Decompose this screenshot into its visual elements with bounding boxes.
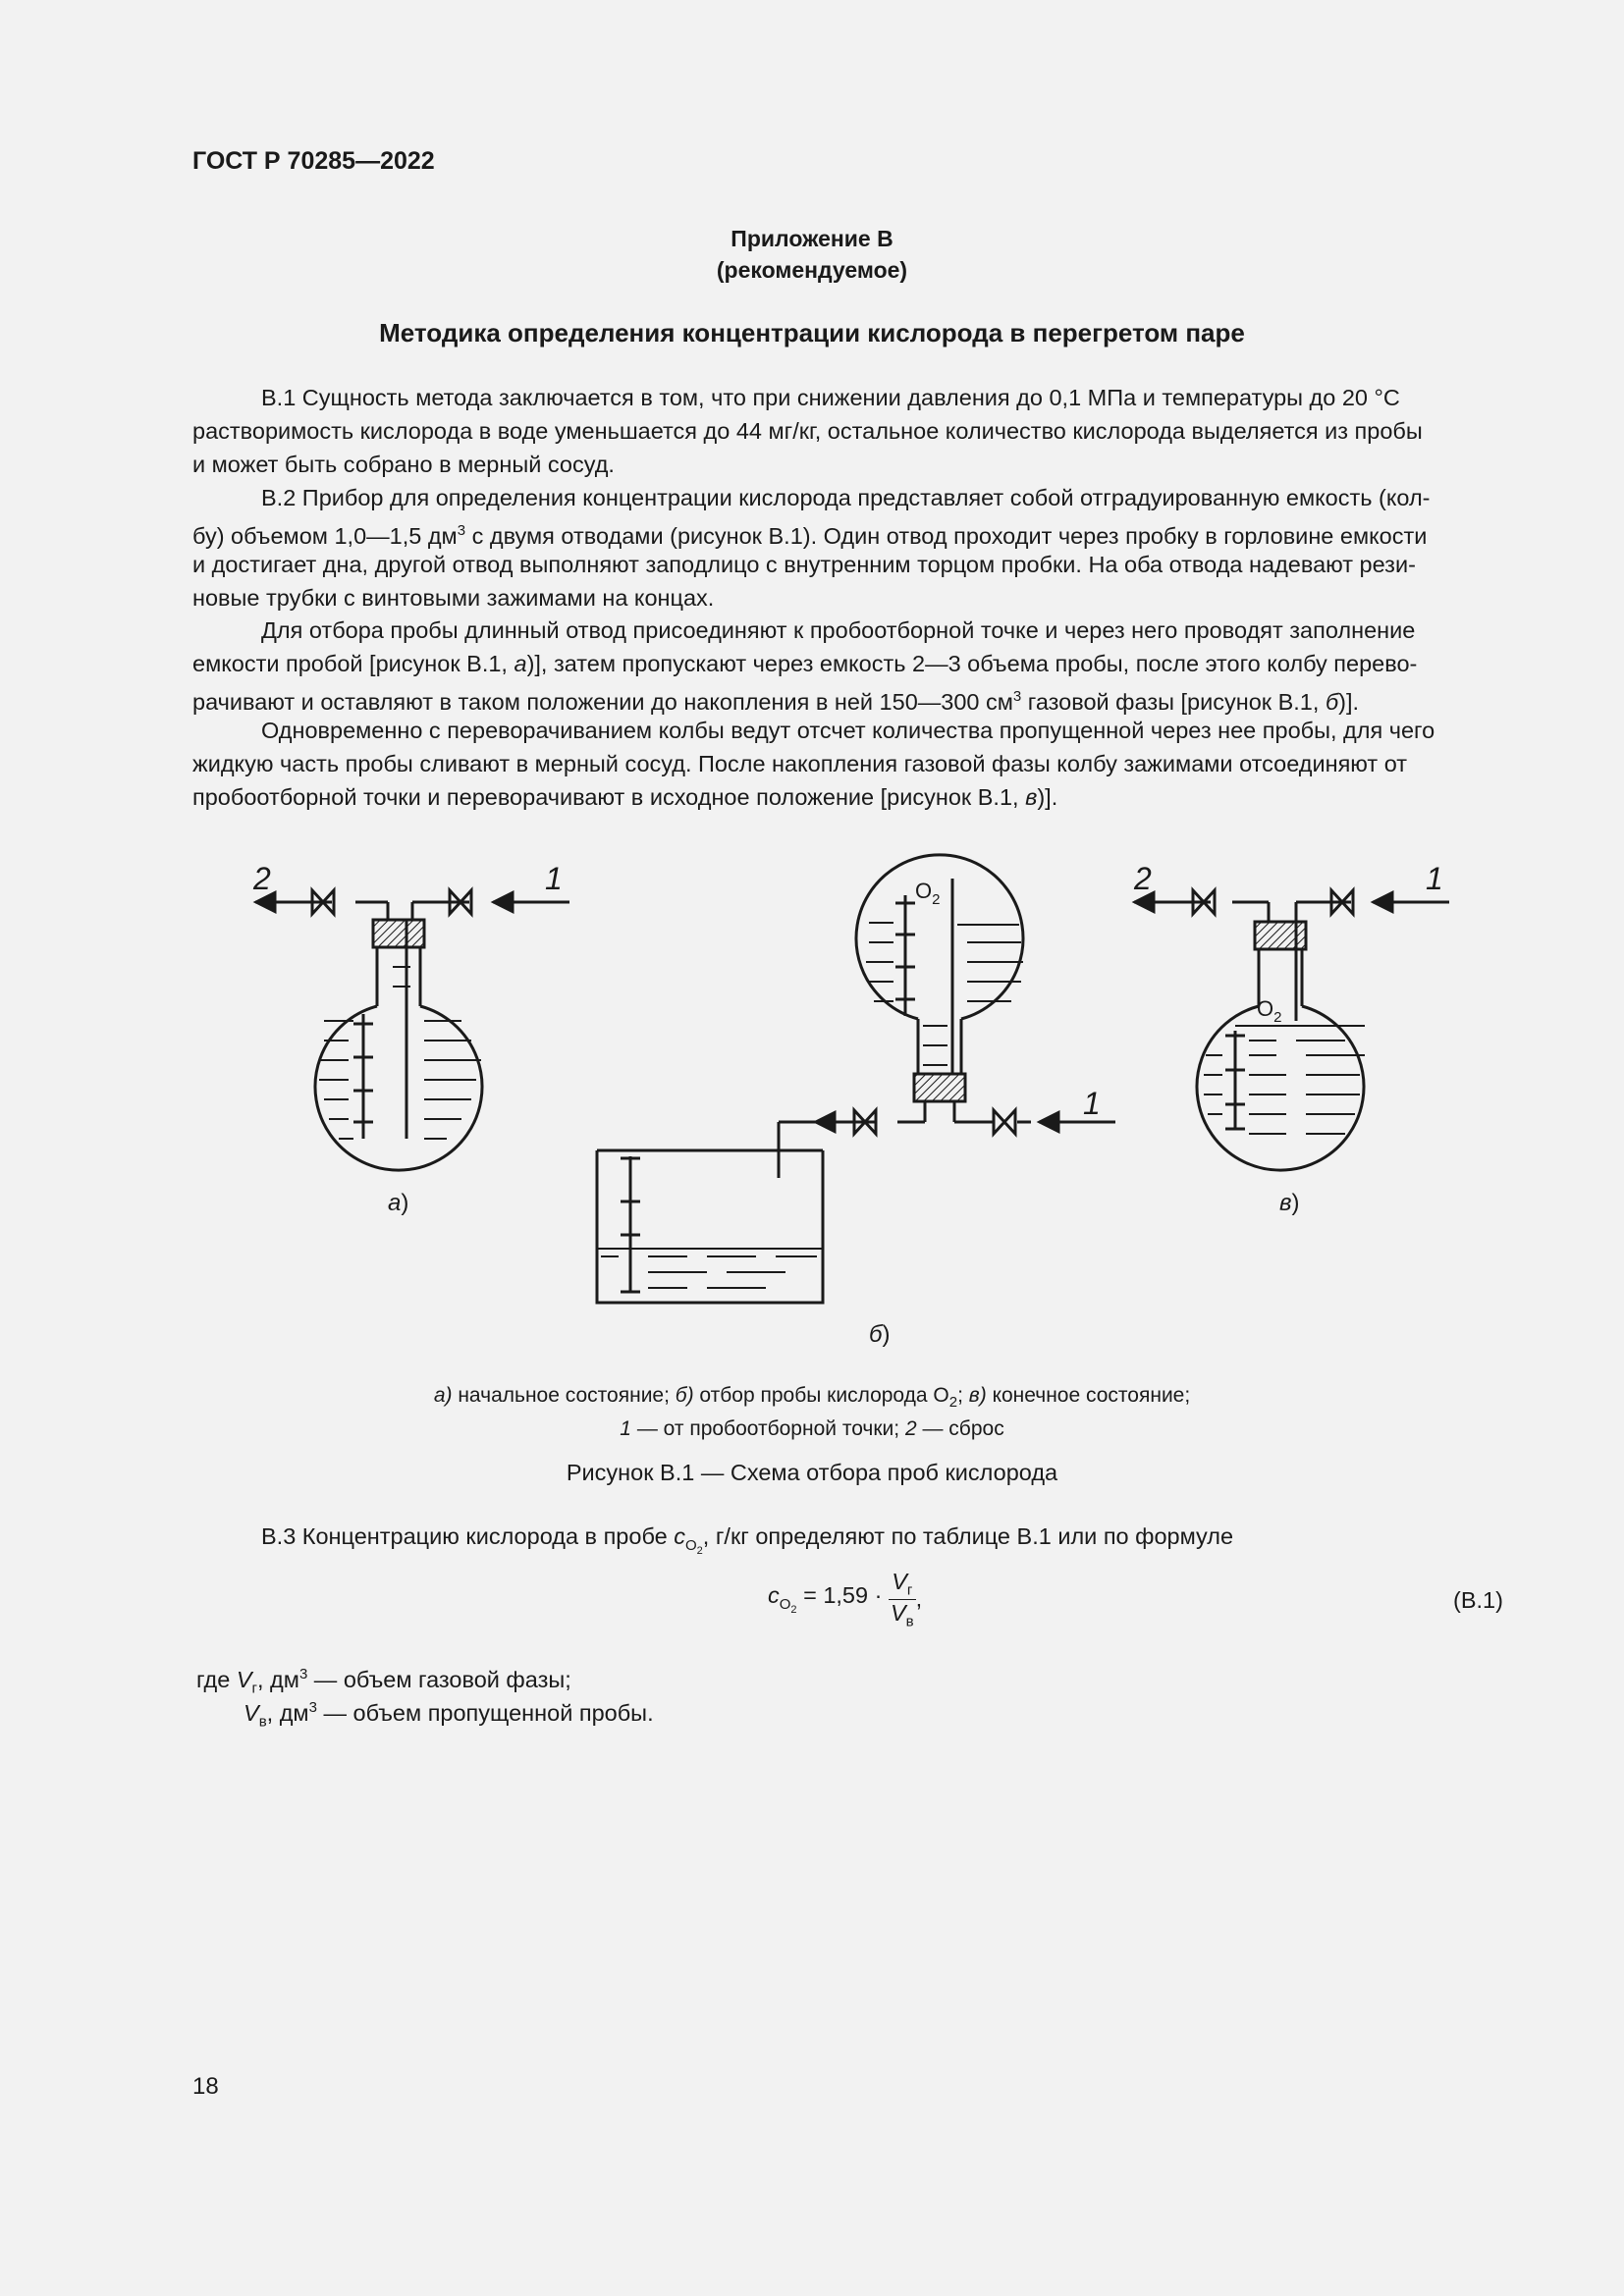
p4-line2: жидкую часть пробы сливают в мерный сосуд. После накопления газовой фазы колбу зажимами отсоединяют от: [192, 751, 1408, 776]
p4-line3-b: )].: [1037, 784, 1058, 810]
legend-b-marker: б): [675, 1384, 694, 1407]
formula-den-sub: в: [905, 1613, 914, 1630]
p3-line2-b: )], затем пропускают через емкость 2—3 объема пробы, после этого колбу перево-: [526, 651, 1418, 676]
p4-line3-it: в: [1025, 784, 1038, 810]
label-1-a: 1: [545, 861, 563, 896]
label-2-c: 2: [1134, 861, 1152, 896]
p4-line1: Одновременно с переворачиванием колбы ведут отсчет количества пропущенной через нее пробы, для чего: [261, 718, 1435, 743]
sublabel-v: в): [1279, 1190, 1300, 1216]
measuring-vessel: [597, 1150, 823, 1303]
legend-a-marker: а): [433, 1384, 453, 1407]
sublabel-a: а): [388, 1190, 409, 1216]
p3-line3-sup: 3: [1012, 688, 1022, 705]
label-1-c: 1: [1426, 861, 1443, 896]
b1-line3: и может быть собрано в мерный сосуд.: [192, 452, 615, 477]
formula-comma: ,: [915, 1585, 923, 1612]
b2-line2-b: с двумя отводами (рисунок В.1). Один отвод проходит через пробку в горловине емкости: [465, 522, 1428, 549]
formula-num: V: [892, 1569, 907, 1594]
legend-b-end: ;: [957, 1384, 969, 1407]
appendix-status: (рекомендуемое): [716, 257, 908, 283]
where-v2-desc: объем пропущенной пробы.: [352, 1699, 654, 1726]
document-header: ГОСТ Р 70285—2022: [192, 147, 435, 175]
flask-c: [1134, 890, 1449, 1170]
where-unit: , дм: [257, 1666, 299, 1692]
p3-line2-it: а: [514, 651, 527, 676]
flask-a: [255, 890, 569, 1170]
where-unit-2: , дм: [266, 1699, 309, 1726]
formula-num-sub: г: [906, 1581, 913, 1599]
p3-line1: Для отбора пробы длинный отвод присоединяют к пробоотборной точке и через него проводят заполнение: [261, 617, 1416, 643]
b2-line3: и достигает дна, другой отвод выполняют заподлицо с внутренним торцом пробки. На оба отвода надевают рези-: [192, 552, 1416, 577]
b3-text-b: , г/кг определяют по таблице В.1 или по формуле: [702, 1523, 1234, 1549]
where-dash-2: —: [316, 1699, 353, 1726]
b3-text-a: В.3 Концентрацию кислорода в пробе: [261, 1523, 675, 1549]
b1-line1: В.1 Сущность метода заключается в том, что при снижении давления до 0,1 МПа и температуры до 20 °С: [261, 385, 1400, 410]
legend-1-text: — от пробоотборной точки;: [630, 1417, 905, 1440]
p4-line3-a: пробоотборной точки и переворачивают в исходное положение [рисунок В.1,: [192, 784, 1026, 810]
page-number: 18: [192, 2073, 219, 2100]
legend-1-marker: 1: [620, 1417, 631, 1440]
p3-line2-a: емкости пробой [рисунок В.1,: [192, 651, 514, 676]
p3-line3-it: б: [1325, 688, 1339, 715]
figure-title: Рисунок В.1 — Схема отбора проб кислорода: [566, 1460, 1058, 1485]
where-v2-sub: в: [258, 1713, 267, 1731]
flask-b: [779, 855, 1115, 1178]
where-v1-sub: г: [251, 1680, 257, 1697]
figure-legend-line1: [0, 1384, 1624, 1411]
b3-text: [192, 1520, 1508, 1568]
o2-label-b: $O_2$: [915, 879, 941, 908]
legend-v-text: конечное состояние;: [986, 1384, 1191, 1407]
where-unit-sup-2: 3: [308, 1699, 317, 1716]
formula-den: V: [890, 1599, 906, 1626]
formula-fraction: [889, 1569, 916, 1629]
formula-number: (В.1): [1453, 1587, 1503, 1613]
o2-label-c: $O_2$: [1257, 996, 1282, 1026]
p3-line3-a: рачивают и оставляют в таком положении до накопления в ней 150—300 см: [192, 688, 1013, 715]
b3-symbol: c: [674, 1523, 685, 1549]
legend-b-text: отбор пробы кислорода O: [693, 1384, 949, 1407]
appendix-name: Приложение В: [731, 226, 893, 251]
b1-line2: растворимость кислорода в воде уменьшается до 44 мг/кг, остальное количество кислорода выделяется из пробы: [192, 418, 1423, 444]
where-line2: [244, 1699, 654, 1731]
formula-b1: [768, 1569, 922, 1629]
legend-b-sub: 2: [948, 1394, 958, 1412]
where-line1: [196, 1666, 571, 1697]
b2-line2-a: бу) объемом 1,0—1,5 дм: [192, 522, 458, 549]
formula-eq: = 1,59 ·: [796, 1582, 883, 1609]
label-1-b: 1: [1083, 1086, 1101, 1121]
b2-line4: новые трубки с винтовыми зажимами на концах.: [192, 585, 715, 611]
legend-2-marker: 2: [904, 1417, 917, 1440]
b2-line1: В.2 Прибор для определения концентрации кислорода представляет собой отградуированную емкость (кол-: [261, 485, 1431, 510]
formula-lhs-sub: O2: [779, 1596, 797, 1617]
b2-line2-sup: 3: [457, 522, 466, 539]
where-unit-sup: 3: [298, 1666, 308, 1682]
where-lead: где: [196, 1666, 237, 1692]
formula-lhs: c: [768, 1582, 780, 1609]
where-v1-desc: объем газовой фазы;: [343, 1666, 571, 1692]
legend-a-text: начальное состояние;: [452, 1384, 676, 1407]
appendix-title: Методика определения концентрации кислорода в перегретом паре: [379, 318, 1245, 347]
sublabel-b: б): [869, 1321, 891, 1348]
label-2-a: 2: [253, 861, 271, 896]
where-v1: V: [236, 1666, 252, 1692]
p3-line3-b: газовой фазы [рисунок В.1,: [1021, 688, 1326, 715]
where-v2: V: [244, 1699, 259, 1726]
legend-v-marker: в): [968, 1384, 987, 1407]
where-dash: —: [307, 1666, 344, 1692]
b3-symbol-sub: O2: [685, 1536, 703, 1557]
figure-legend-line2: [0, 1417, 1624, 1441]
p3-line3-c: )].: [1338, 688, 1360, 715]
legend-2-text: — сброс: [916, 1417, 1004, 1440]
